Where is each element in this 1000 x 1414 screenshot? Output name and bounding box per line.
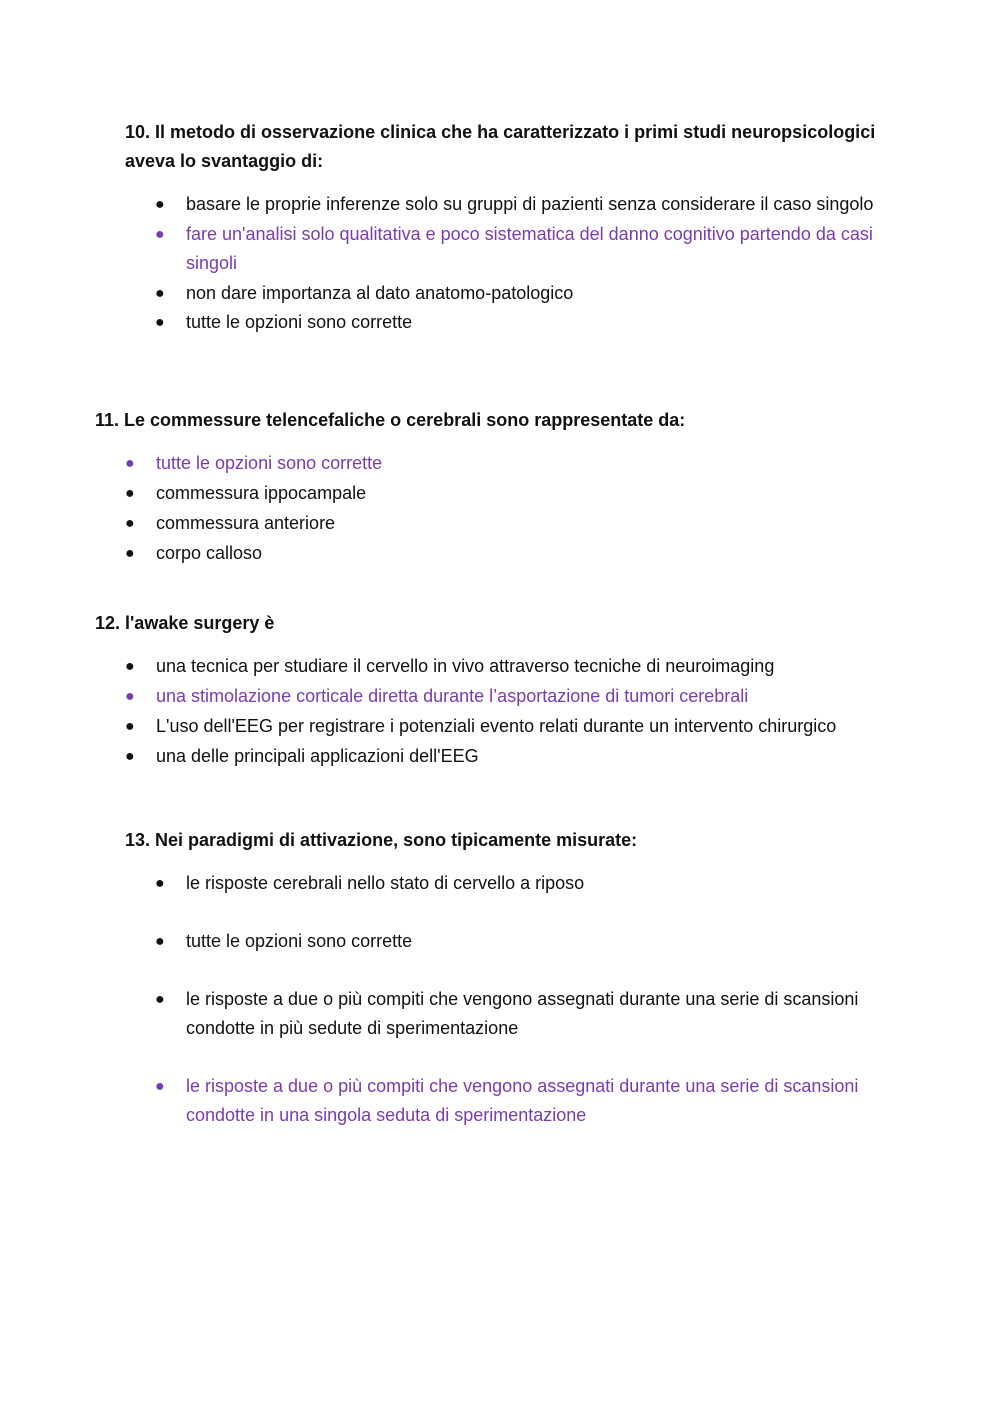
- option-text: tutte le opzioni sono corrette: [156, 453, 383, 473]
- bullet-dot-icon: ●: [155, 285, 165, 302]
- option-text: una delle principali applicazioni dell'EEG: [156, 746, 479, 766]
- question-title: 11. Le commessure telencefaliche o cerebrali sono rappresentate da:: [95, 410, 686, 430]
- bullet-dot-icon: ●: [155, 875, 165, 892]
- bullet-dot-icon: ●: [125, 515, 135, 532]
- option-item: [95, 509, 915, 538]
- options-list: [125, 869, 885, 1130]
- option-text: le risposte a due o più compiti che vengono assegnati durante una serie di scansioni condotte in una singola seduta di sperimentazione: [186, 1076, 859, 1125]
- option-text: le risposte a due o più compiti che vengono assegnati durante una serie di scansioni condotte in più sedute di sperimentazione: [186, 989, 859, 1038]
- question-title: 12. l'awake surgery è: [95, 613, 275, 633]
- option-item-correct: [95, 449, 915, 478]
- bullet-dot-icon: ●: [125, 688, 135, 705]
- bullet-dot-icon: ●: [155, 226, 165, 243]
- option-item: [125, 927, 886, 956]
- option-text: non dare importanza al dato anatomo-patologico: [186, 283, 574, 303]
- question-10: [125, 118, 885, 337]
- bullet-dot-icon: ●: [155, 1078, 165, 1095]
- option-text: corpo calloso: [156, 543, 263, 563]
- option-item: [125, 190, 906, 219]
- option-item-correct: [95, 682, 915, 711]
- option-item: [95, 539, 915, 568]
- option-item: [95, 652, 915, 681]
- question-title: 10. Il metodo di osservazione clinica che ha caratterizzato i primi studi neuropsicologici aveva lo svantaggio di:: [125, 122, 876, 171]
- bullet-dot-icon: ●: [125, 718, 135, 735]
- question-title: 13. Nei paradigmi di attivazione, sono tipicamente misurate:: [125, 830, 638, 850]
- option-text: basare le proprie inferenze solo su gruppi di pazienti senza considerare il caso singolo: [186, 194, 874, 214]
- option-item: [95, 712, 915, 741]
- option-item: [125, 985, 886, 1043]
- bullet-dot-icon: ●: [155, 314, 165, 331]
- option-text: tutte le opzioni sono corrette: [186, 312, 413, 332]
- option-item: [125, 869, 886, 898]
- bullet-dot-icon: ●: [125, 545, 135, 562]
- option-text: L'uso dell'EEG per registrare i potenziali evento relati durante un intervento chirurgico: [156, 716, 837, 736]
- bullet-dot-icon: ●: [155, 933, 165, 950]
- option-text: una tecnica per studiare il cervello in vivo attraverso tecniche di neuroimaging: [156, 656, 775, 676]
- option-text: una stimolazione corticale diretta durante l’asportazione di tumori cerebrali: [156, 686, 749, 706]
- option-text: le risposte cerebrali nello stato di cervello a riposo: [186, 873, 585, 893]
- option-item: [125, 279, 906, 308]
- option-text: tutte le opzioni sono corrette: [186, 931, 413, 951]
- options-list: [125, 190, 885, 337]
- bullet-dot-icon: ●: [155, 991, 165, 1008]
- option-text: commessura ippocampale: [156, 483, 367, 503]
- bullet-dot-icon: ●: [125, 455, 135, 472]
- bullet-dot-icon: ●: [125, 658, 135, 675]
- option-text: commessura anteriore: [156, 513, 336, 533]
- option-item: [125, 308, 906, 337]
- options-list: [95, 449, 915, 568]
- bullet-dot-icon: ●: [125, 748, 135, 765]
- bullet-dot-icon: ●: [155, 196, 165, 213]
- option-item: [95, 742, 915, 771]
- question-13: [125, 826, 885, 1159]
- option-item-correct: [125, 220, 906, 278]
- options-list: [95, 652, 915, 771]
- bullet-dot-icon: ●: [125, 485, 135, 502]
- question-11: [95, 406, 915, 569]
- option-text: fare un'analisi solo qualitativa e poco sistematica del danno cognitivo partendo da casi singoli: [186, 224, 873, 273]
- option-item-correct: [125, 1072, 886, 1130]
- option-item: [95, 479, 915, 508]
- question-12: [95, 609, 915, 772]
